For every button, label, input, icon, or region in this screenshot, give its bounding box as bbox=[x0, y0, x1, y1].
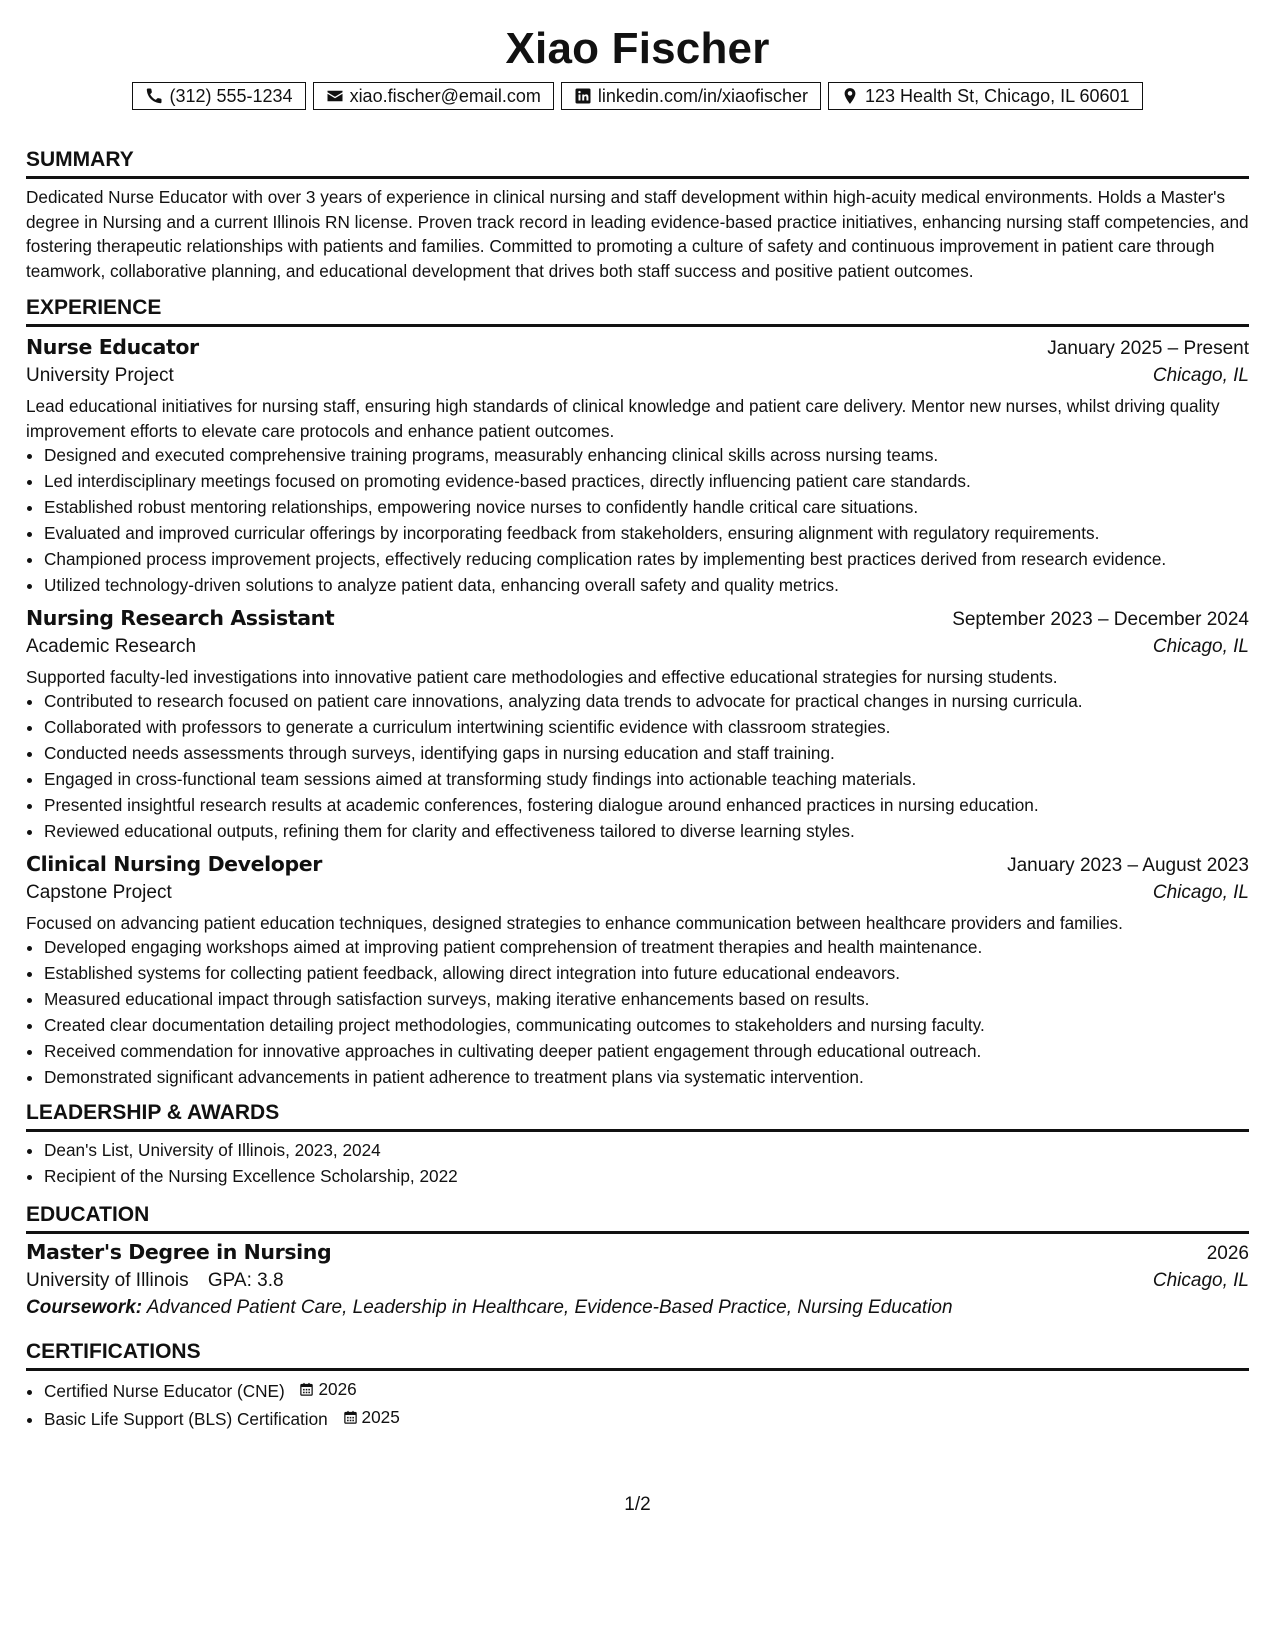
certification-year: 2026 bbox=[318, 1379, 357, 1399]
degree-year: 2026 bbox=[1206, 1243, 1249, 1264]
list-item bbox=[44, 1377, 1249, 1403]
candidate-name: Xiao Fischer bbox=[505, 24, 770, 73]
job-org: Capstone Project bbox=[26, 881, 172, 903]
summary-section bbox=[26, 147, 1249, 283]
list-item: • Collaborated with professors to generate a curriculum intertwining scientific evidence with classroom strategies. bbox=[44, 715, 1249, 740]
job-org: University Project bbox=[26, 365, 174, 386]
gpa-value: GPA: 3.8 bbox=[207, 1270, 284, 1291]
list-item: • Recipient of the Nursing Excellence Scholarship, 2022 bbox=[44, 1164, 1249, 1189]
job-description: Lead educational initiatives for nursing staff, ensuring high standards of clinical knowledge and patient care delivery. Mentor new nurses, whilst driving quality improvement efforts to elevate care protocols and enhance patient outcomes. bbox=[26, 396, 1220, 441]
linkedin-icon bbox=[574, 87, 592, 105]
list-item: • Engaged in cross-functional team sessions aimed at transforming study findings into actionable teaching materials. bbox=[44, 767, 1249, 792]
job-date: September 2023 – December 2024 bbox=[952, 608, 1249, 630]
list-item: • Championed process improvement projects, effectively reducing complication rates by implementing best practices derived from research evidence. bbox=[44, 547, 1249, 572]
list-item: • Conducted needs assessments through surveys, identifying gaps in nursing education and staff training. bbox=[44, 741, 1249, 766]
job-description: Supported faculty-led investigations into innovative patient care methodologies and effective educational strategies for nursing students. bbox=[26, 666, 1058, 687]
leadership-list bbox=[26, 1138, 1249, 1189]
list-item: • Designed and executed comprehensive training programs, measurably enhancing clinical skills across nursing teams. bbox=[44, 443, 1249, 468]
list-item: • Measured educational impact through satisfaction surveys, making iterative enhancements based on results. bbox=[44, 987, 1249, 1012]
job-location: Chicago, IL bbox=[1152, 881, 1249, 903]
school-name: University of Illinois bbox=[26, 1270, 189, 1291]
list-item: • Led interdisciplinary meetings focused on promoting evidence-based practices, directly influencing patient care standards. bbox=[44, 469, 1249, 494]
envelope-icon bbox=[326, 87, 344, 105]
list-item bbox=[44, 1405, 1249, 1431]
calendar-icon bbox=[299, 1382, 314, 1397]
contact-bar bbox=[26, 82, 1249, 110]
list-item: • Developed engaging workshops aimed at improving patient comprehension of treatment therapies and health maintenance. bbox=[44, 935, 1249, 960]
list-item: • Presented insightful research results at academic conferences, fostering dialogue around enhanced practices in nursing education. bbox=[44, 793, 1249, 818]
section-title-certifications: CERTIFICATIONS bbox=[26, 1339, 1249, 1371]
list-item: • Demonstrated significant advancements in patient adherence to treatment plans via systematic intervention. bbox=[44, 1065, 1249, 1090]
list-item: • Received commendation for innovative approaches in cultivating deeper patient engagement through educational outreach. bbox=[44, 1039, 1249, 1064]
certification-year: 2025 bbox=[361, 1406, 400, 1427]
job-date: January 2025 – Present bbox=[1047, 338, 1249, 359]
certification-name: Certified Nurse Educator (CNE) bbox=[44, 1380, 285, 1401]
linkedin-chip[interactable] bbox=[561, 82, 821, 110]
coursework-list: Advanced Patient Care, Leadership in Healthcare, Evidence-Based Practice, Nursing Education bbox=[146, 1297, 953, 1318]
map-pin-icon bbox=[841, 87, 859, 105]
education-section bbox=[26, 1202, 1249, 1319]
list-item: • Established robust mentoring relationships, empowering novice nurses to confidently handle critical care situations. bbox=[44, 495, 1249, 520]
list-item: • Reviewed educational outputs, refining them for clarity and effectiveness tailored to diverse learning styles. bbox=[44, 819, 1249, 844]
school-location: Chicago, IL bbox=[1152, 1270, 1249, 1291]
address-chip[interactable] bbox=[828, 82, 1143, 110]
summary-text: Dedicated Nurse Educator with over 3 years of experience in clinical nursing and staff development within high-acuity medical environments. Holds a Master's degree in Nursing and a current Illinois RN license. Proven track record in leading evidence-based practice initiatives, enhancing nursing staff competencies, and fostering therapeutic relationships with patients and families. Committed to promoting a culture of safety and continuous improvement in patient care through teamwork, collaborative planning, and educational development that drives both staff success and positive patient outcomes. bbox=[26, 187, 1249, 281]
job-bullets bbox=[26, 443, 1249, 598]
list-item: • Utilized technology-driven solutions to analyze patient data, enhancing overall safety and quality metrics. bbox=[44, 573, 1249, 598]
job-title: Nursing Research Assistant bbox=[26, 605, 335, 630]
job-entry bbox=[26, 335, 1249, 598]
job-date: January 2023 – August 2023 bbox=[1007, 854, 1249, 876]
section-title-education: EDUCATION bbox=[26, 1202, 1249, 1234]
page-number: 1/2 bbox=[624, 1494, 651, 1515]
job-bullets bbox=[26, 689, 1249, 844]
phone-icon bbox=[145, 87, 163, 105]
leadership-section bbox=[26, 1100, 1249, 1189]
address-text: 123 Health St, Chicago, IL 60601 bbox=[865, 85, 1130, 106]
coursework-label: Coursework: bbox=[26, 1297, 143, 1318]
section-title-leadership: LEADERSHIP & AWARDS bbox=[26, 1100, 1249, 1132]
job-entry bbox=[26, 852, 1249, 1090]
section-title-experience: EXPERIENCE bbox=[26, 295, 1249, 327]
calendar-icon bbox=[343, 1410, 358, 1425]
list-item: • Contributed to research focused on patient care innovations, analyzing data trends to advocate for practical changes in nursing curricula. bbox=[44, 689, 1249, 714]
phone-text: (312) 555-1234 bbox=[169, 85, 293, 106]
job-bullets bbox=[26, 935, 1249, 1090]
degree-title: Master's Degree in Nursing bbox=[26, 1240, 332, 1264]
certifications-section bbox=[26, 1339, 1249, 1431]
coursework bbox=[26, 1297, 1249, 1319]
job-title: Nurse Educator bbox=[26, 335, 199, 359]
job-entry bbox=[26, 606, 1249, 844]
experience-section bbox=[26, 295, 1249, 1090]
job-description: Focused on advancing patient education techniques, designed strategies to enhance communication between healthcare providers and families. bbox=[26, 912, 1123, 933]
list-item: • Established systems for collecting patient feedback, allowing direct integration into future educational endeavors. bbox=[44, 961, 1249, 986]
section-title-summary: SUMMARY bbox=[26, 147, 1249, 179]
list-item: • Evaluated and improved curricular offerings by incorporating feedback from stakeholders, ensuring alignment with regulatory requirements. bbox=[44, 521, 1249, 546]
job-location: Chicago, IL bbox=[1152, 365, 1249, 386]
certifications-list bbox=[26, 1377, 1249, 1431]
linkedin-text: linkedin.com/in/xiaofischer bbox=[597, 85, 808, 106]
job-org: Academic Research bbox=[26, 635, 197, 657]
job-location: Chicago, IL bbox=[1152, 635, 1249, 657]
email-chip[interactable] bbox=[313, 82, 554, 110]
phone-chip[interactable] bbox=[132, 82, 305, 110]
email-text: xiao.fischer@email.com bbox=[349, 85, 541, 106]
job-title: Clinical Nursing Developer bbox=[26, 851, 322, 876]
list-item: • Dean's List, University of Illinois, 2023, 2024 bbox=[44, 1138, 1249, 1163]
certification-name: Basic Life Support (BLS) Certification bbox=[44, 1408, 328, 1429]
list-item: • Created clear documentation detailing project methodologies, communicating outcomes to stakeholders and nursing faculty. bbox=[44, 1013, 1249, 1038]
